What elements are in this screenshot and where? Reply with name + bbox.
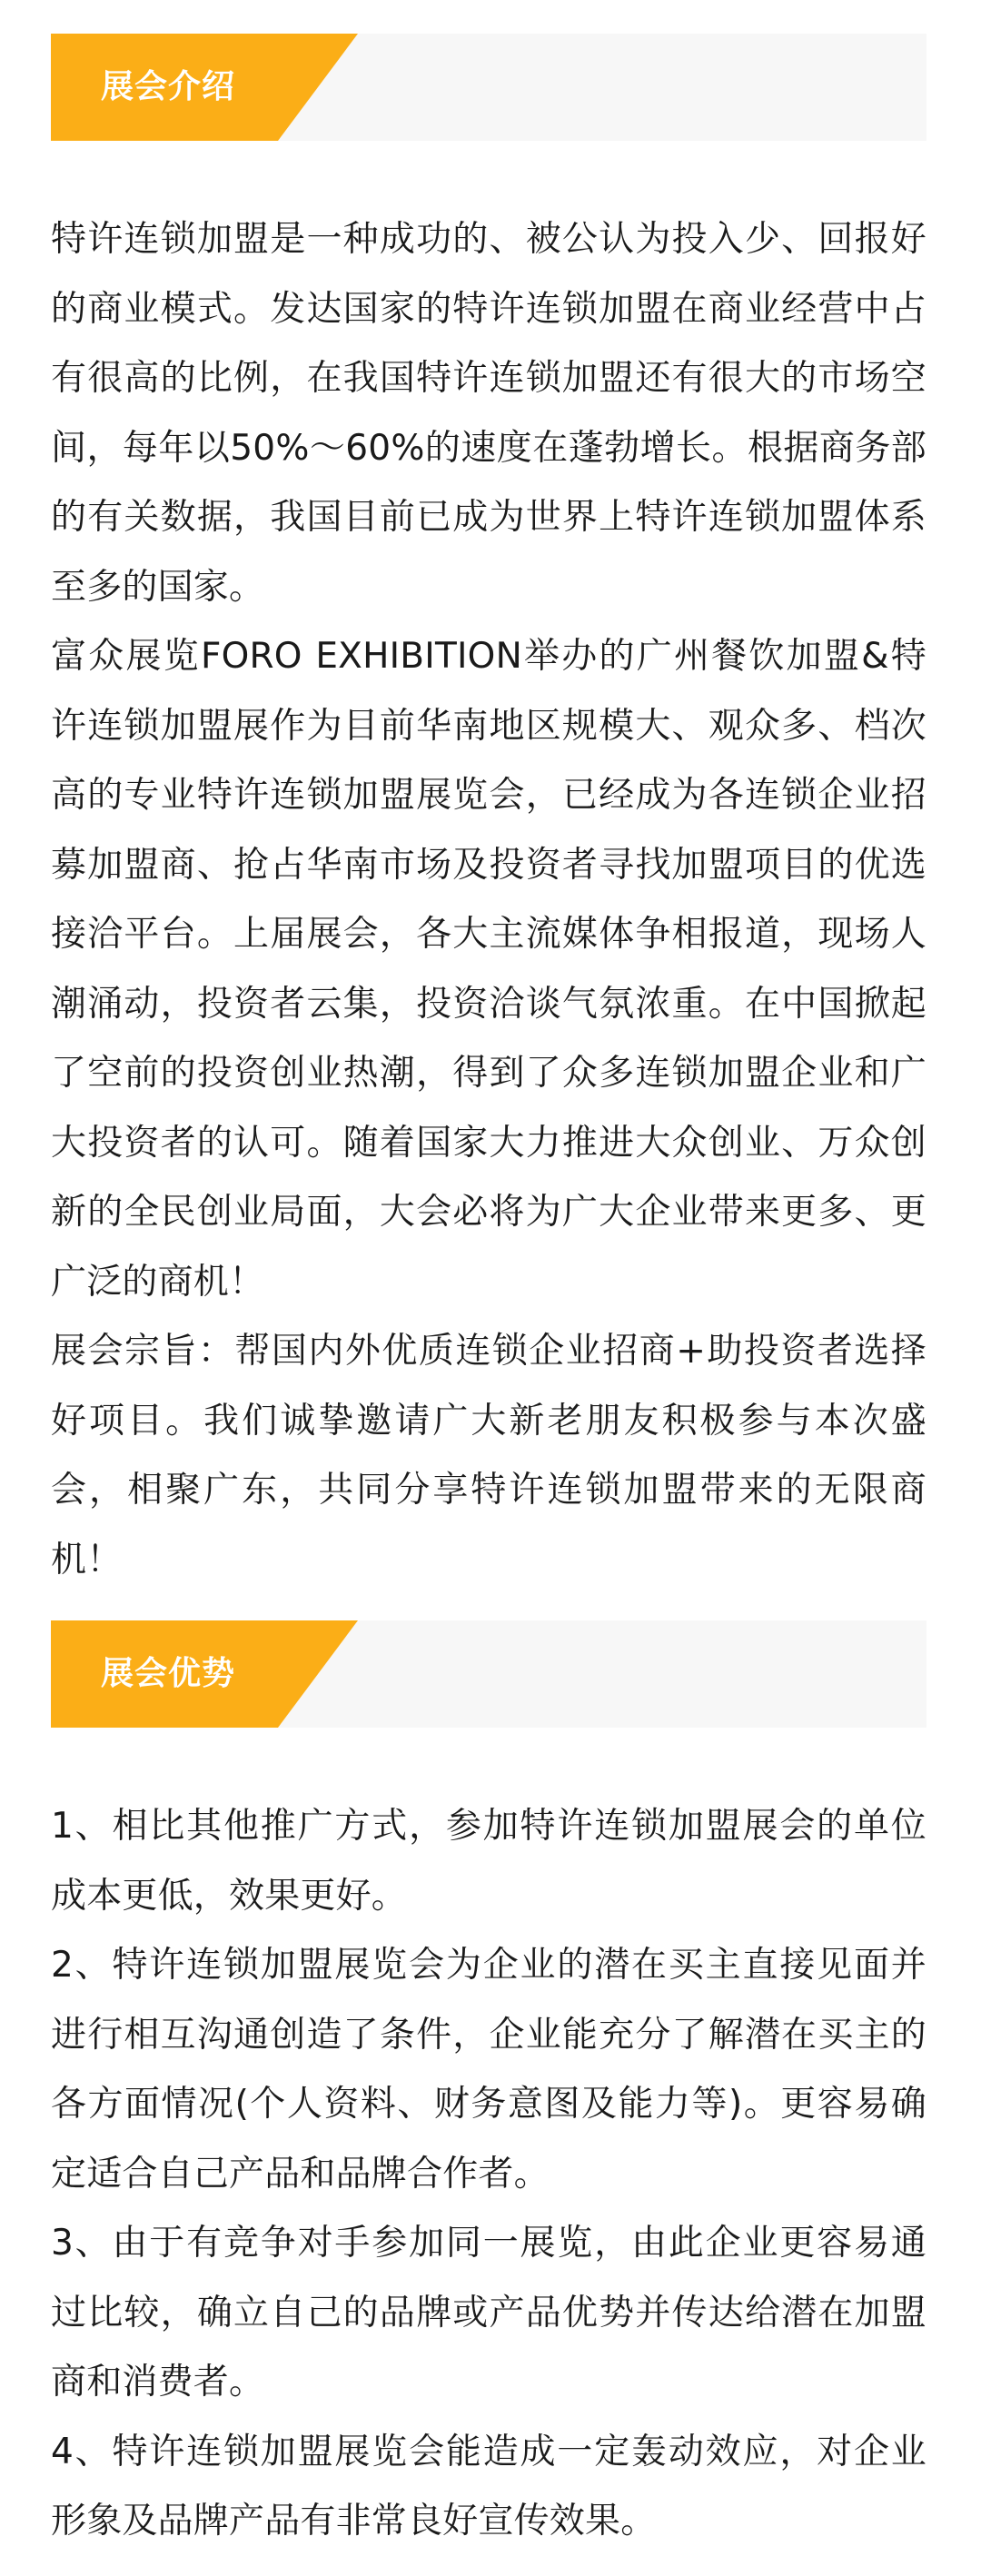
list-item: 2、特许连锁加盟展览会为企业的潜在买主直接见面并进行相互沟通创造了条件，企业能充分了解潜在买主的各方面情况(个人资料、财务意图及能力等)。更容易确定适合自己产品和品牌合作者。 [51, 1945, 926, 2195]
list-item: 4、特许连锁加盟展览会能造成一定轰动效应，对企业形象及品牌产品有非常良好宣传效果。 [51, 2431, 926, 2541]
section-title-advantages: 展会优势 [101, 1655, 236, 1692]
section-title-intro: 展会介绍 [101, 68, 236, 105]
section-body-advantages [51, 1792, 926, 2557]
list-item: 3、由于有竞争对手参加同一展览，由此企业更容易通过比较，确立自己的品牌或产品优势并传达给潜在加盟商和消费者。 [51, 2223, 926, 2403]
section-body-intro [51, 205, 926, 1595]
section-header-intro [51, 34, 926, 141]
paragraph: 富众展览FORO EXHIBITION举办的广州餐饮加盟&特许连锁加盟展作为目前华南地区规模大、观众多、档次高的专业特许连锁加盟展览会，已经成为各连锁企业招募加盟商、抢占华南市场及投资者寻找加盟项目的优选接洽平台。上届展会，各大主流媒体争相报道，现场人潮涌动，投资者云集，投资洽谈气氛浓重。在中国掀起了空前的投资创业热潮，得到了众多连锁加盟企业和广大投资者的认可。随着国家大力推进大众创业、万众创新的全民创业局面，大会必将为广大企业带来更多、更广泛的商机！ [51, 636, 926, 1303]
list-item: 1、相比其他推广方式，参加特许连锁加盟展会的单位成本更低，效果更好。 [51, 1806, 926, 1917]
paragraph: 展会宗旨：帮国内外优质连锁企业招商+助投资者选择好项目。我们诚挚邀请广大新老朋友积极参与本次盛会，相聚广东，共同分享特许连锁加盟带来的无限商机！ [51, 1331, 926, 1580]
paragraph: 特许连锁加盟是一种成功的、被公认为投入少、回报好的商业模式。发达国家的特许连锁加盟在商业经营中占有很高的比例，在我国特许连锁加盟还有很大的市场空间，每年以50%～60%的速度在蓬勃增长。根据商务部的有关数据，我国目前已成为世界上特许连锁加盟体系至多的国家。 [51, 219, 926, 608]
section-header-advantages [51, 1620, 926, 1728]
